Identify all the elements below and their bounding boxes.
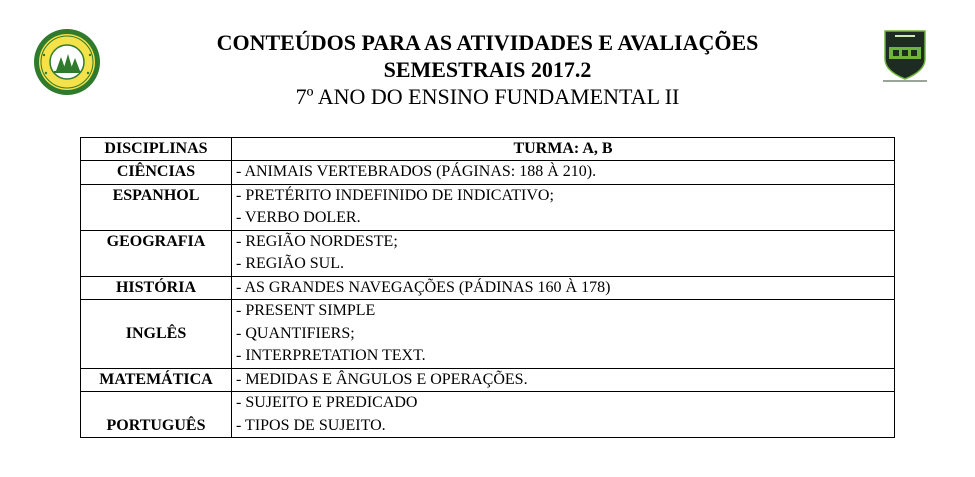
table-row: [81, 184, 895, 230]
subject-cell: GEOGRAFIA: [81, 230, 232, 276]
subject-cell: CIÊNCIAS: [81, 161, 232, 185]
topics-cell: [232, 368, 895, 392]
subject-cell: INGLÊS: [81, 300, 232, 369]
header-title: CONTEÚDOS PARA AS ATIVIDADES E AVALIAÇÕES: [216, 30, 759, 55]
subject-cell: PORTUGUÊS: [81, 392, 232, 438]
contents-table: [80, 137, 895, 438]
column-header-disciplinas: DISCIPLINAS: [81, 138, 232, 161]
topic-item: - ANIMAIS VERTEBRADOS (PÁGINAS: 188 À 210).: [236, 163, 597, 180]
table-row: [81, 161, 895, 185]
subject-cell: MATEMÁTICA: [81, 368, 232, 392]
topic-item: - REGIÃO SUL.: [236, 255, 344, 272]
table-row: [81, 276, 895, 300]
topic-item: - INTERPRETATION TEXT.: [236, 347, 426, 364]
topic-item: - SUJEITO E PREDICADO: [236, 394, 418, 411]
topic-item: - PRESENT SIMPLE: [236, 302, 376, 319]
school-crest-logo: [869, 25, 941, 85]
table-row: [81, 392, 895, 438]
topic-item: - VERBO DOLER.: [236, 209, 361, 226]
table-header-row: [81, 138, 895, 161]
subject-cell: ESPANHOL: [81, 184, 232, 230]
topic-item: - AS GRANDES NAVEGAÇÕES (PÁDINAS 160 À 178): [236, 278, 611, 296]
topics-cell: [232, 392, 895, 438]
topic-item: - QUANTIFIERS;: [236, 324, 355, 342]
topic-item: - REGIÃO NORDESTE;: [236, 232, 398, 250]
topics-cell: [232, 184, 895, 230]
topics-cell: [232, 300, 895, 369]
table-row: [81, 368, 895, 392]
cooperative-logo: [32, 27, 102, 97]
header-semester: SEMESTRAIS 2017.2: [383, 57, 592, 82]
topic-item: - MEDIDAS E ÂNGULOS E OPERAÇÕES.: [236, 370, 528, 388]
header-grade: 7º ANO DO ENSINO FUNDAMENTAL II: [295, 84, 680, 109]
topics-cell: [232, 230, 895, 276]
table-row: [81, 230, 895, 276]
column-header-turma: TURMA: A, B: [232, 138, 895, 161]
topic-item: - TIPOS DE SUJEITO.: [236, 416, 386, 434]
subject-cell: HISTÓRIA: [81, 276, 232, 300]
document-header: [110, 29, 865, 110]
topics-cell: [232, 276, 895, 300]
table-row: [81, 300, 895, 369]
topic-item: - PRETÉRITO INDEFINIDO DE INDICATIVO;: [236, 186, 554, 204]
topics-cell: [232, 161, 895, 185]
